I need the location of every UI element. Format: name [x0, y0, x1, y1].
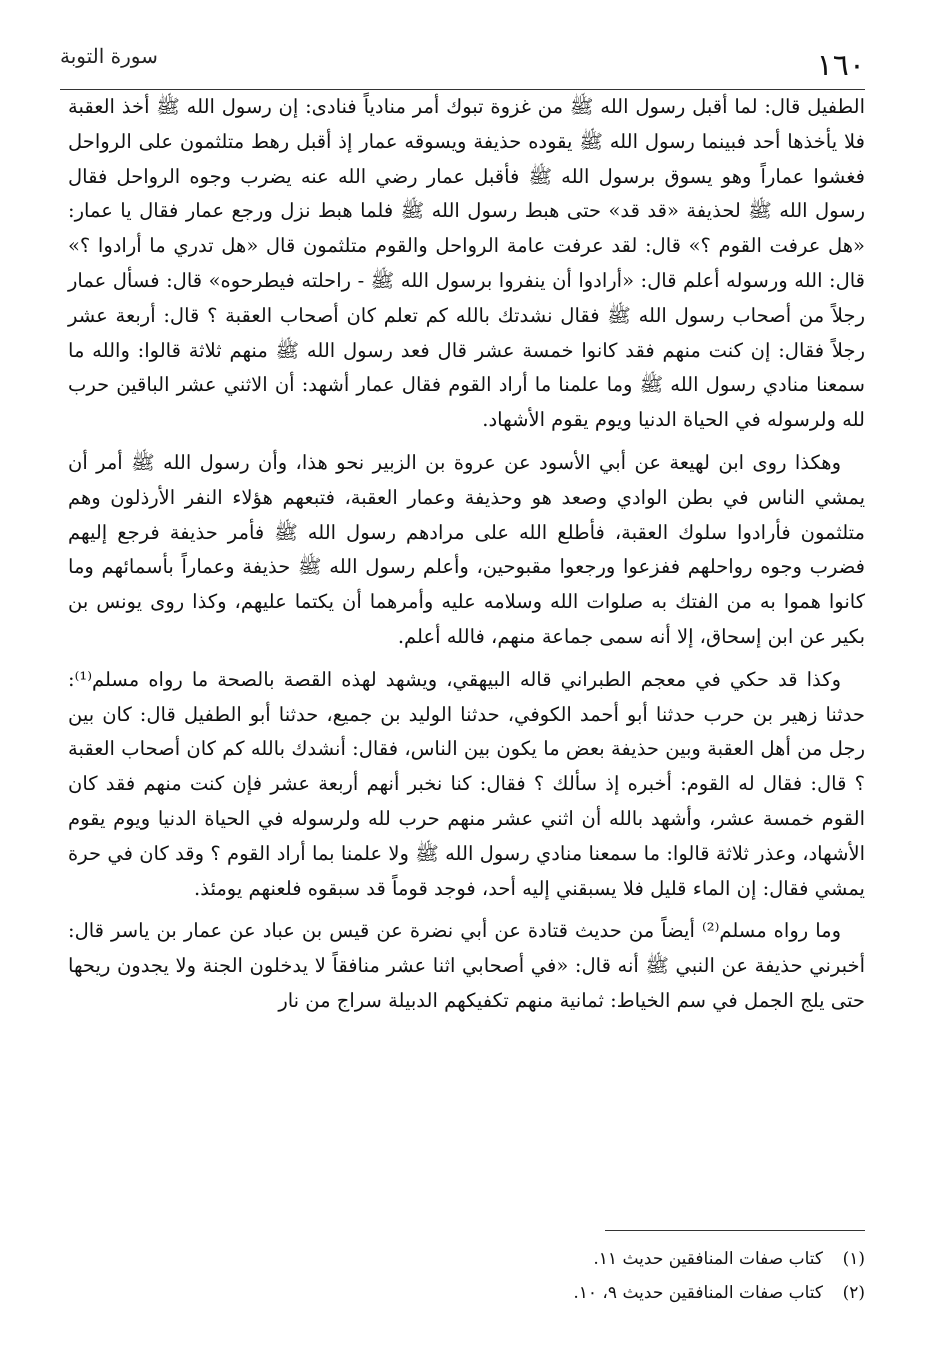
- footnote-marker: (٢): [842, 1283, 865, 1303]
- footnote-text: كتاب صفات المنافقين حديث ١١.: [593, 1249, 823, 1269]
- paragraph: وكذا قد حكي في معجم الطبراني قاله البيهقي، ويشهد لهذه القصة بالصحة ما رواه مسلم⁽¹⁾: حدثنا زهير بن حرب حدثنا أبو أحمد الكوفي، حدثنا الوليد بن جميع، حدثنا أبو الطفيل قال: كان بين رجل من أهل العقبة وبين حذيفة بعض ما يكون بين الناس، فقال: أنشدك بالله كم كان أصحاب العقبة ؟ قال: فقال له القوم: أخبره إذ سألك ؟ فقال: كنا نخبر أنهم أربعة عشر فإن كنت منهم فقد كان القوم خمسة عشر، وأشهد بالله أن اثني عشر منهم حرب لله ولرسوله في الحياة الدنيا ويوم يقوم الأشهاد، وعذر ثلاثة قالوا: ما سمعنا منادي رسول الله ﷺ ولا علمنا بما أراد القوم ؟ وقد كان في حرة يمشي فقال: إن الماء قليل فلا يسبقني إليه أحد، فوجد قوماً قد سبقوه فلعنهم يومئذ.: [68, 667, 865, 900]
- footnote: [68, 1242, 865, 1276]
- footnote-rule: [605, 1230, 865, 1231]
- running-head: سورة التوبة: [60, 44, 158, 68]
- footnotes: [68, 1242, 865, 1310]
- footnote-text: كتاب صفات المنافقين حديث ٩، ١٠.: [573, 1283, 823, 1303]
- page-number: ١٦٠: [816, 48, 865, 83]
- paragraph: وهكذا روى ابن لهيعة عن أبي الأسود عن عروة بن الزبير نحو هذا، وأن رسول الله ﷺ أمر أن يمشي الناس في بطن الوادي وصعد هو وحذيفة وعمار العقبة، فتبعهم هؤلاء النفر الأرذلون وهم متلثمون فأرادوا سلوك العقبة، فأطلع الله على مرادهم رسول الله ﷺ فأمر حذيفة فرجع إليهم فضرب وجوه رواحلهم ففزعوا ورجعوا مقبوحين، وأعلم رسول الله ﷺ حذيفة وعماراً بأسمائهم وما كانوا هموا به من الفتك به صلوات الله وسلامه عليه وأمرهما أن يكتما عليهم، وكذا روى يونس بن بكير عن ابن إسحاق، إلا أنه سمى جماعة منهم، فالله أعلم.: [68, 450, 865, 648]
- footnote: [68, 1276, 865, 1310]
- main-text: [68, 90, 865, 1027]
- page-header: [60, 38, 865, 90]
- paragraph: وما رواه مسلم⁽²⁾ أيضاً من حديث قتادة عن أبي نضرة عن قيس بن عباد عن عمار بن ياسر قال: أخبرني حذيفة عن النبي ﷺ أنه قال: «في أصحابي اثنا عشر منافقاً لا يدخلون الجنة ولا يجدون ريحها حتى يلج الجمل في سم الخياط: ثمانية منهم تكفيكهم الدبيلة سراج من نار: [68, 919, 865, 1012]
- footnote-marker: (١): [842, 1249, 865, 1269]
- paragraph: الطفيل قال: لما أقبل رسول الله ﷺ من غزوة تبوك أمر منادياً فنادى: إن رسول الله ﷺ أخذ العقبة فلا يأخذها أحد فبينما رسول الله ﷺ يقوده حذيفة ويسوقه عمار إذ أقبل رهط متلثمون على الرواحل فغشوا عماراً وهو يسوق برسول الله ﷺ فأقبل عمار رضي الله عنه يضرب وجوه الرواحل فقال رسول الله ﷺ لحذيفة «قد قد» حتى هبط رسول الله ﷺ فلما هبط نزل ورجع عمار فقال يا عمار: «هل عرفت القوم ؟» قال: لقد عرفت عامة الرواحل والقوم متلثمون قال «هل تدري ما أرادوا ؟» قال: الله ورسوله أعلم قال: «أرادوا أن ينفروا برسول الله ﷺ - راحلته فيطرحوه» قال: فسأل عمار رجلاً من أصحاب رسول الله ﷺ فقال نشدتك بالله كم تعلم كان أصحاب العقبة ؟ قال: أربعة عشر رجلاً فقال: إن كنت منهم فقد كانوا خمسة عشر قال فعد رسول الله ﷺ منهم ثلاثة قالوا: والله ما سمعنا منادي رسول الله ﷺ وما علمنا ما أراد القوم فقال عمار أشهد: أن الاثني عشر الباقين حرب لله ولرسوله في الحياة الدنيا ويوم يقوم الأشهاد.: [68, 95, 865, 432]
